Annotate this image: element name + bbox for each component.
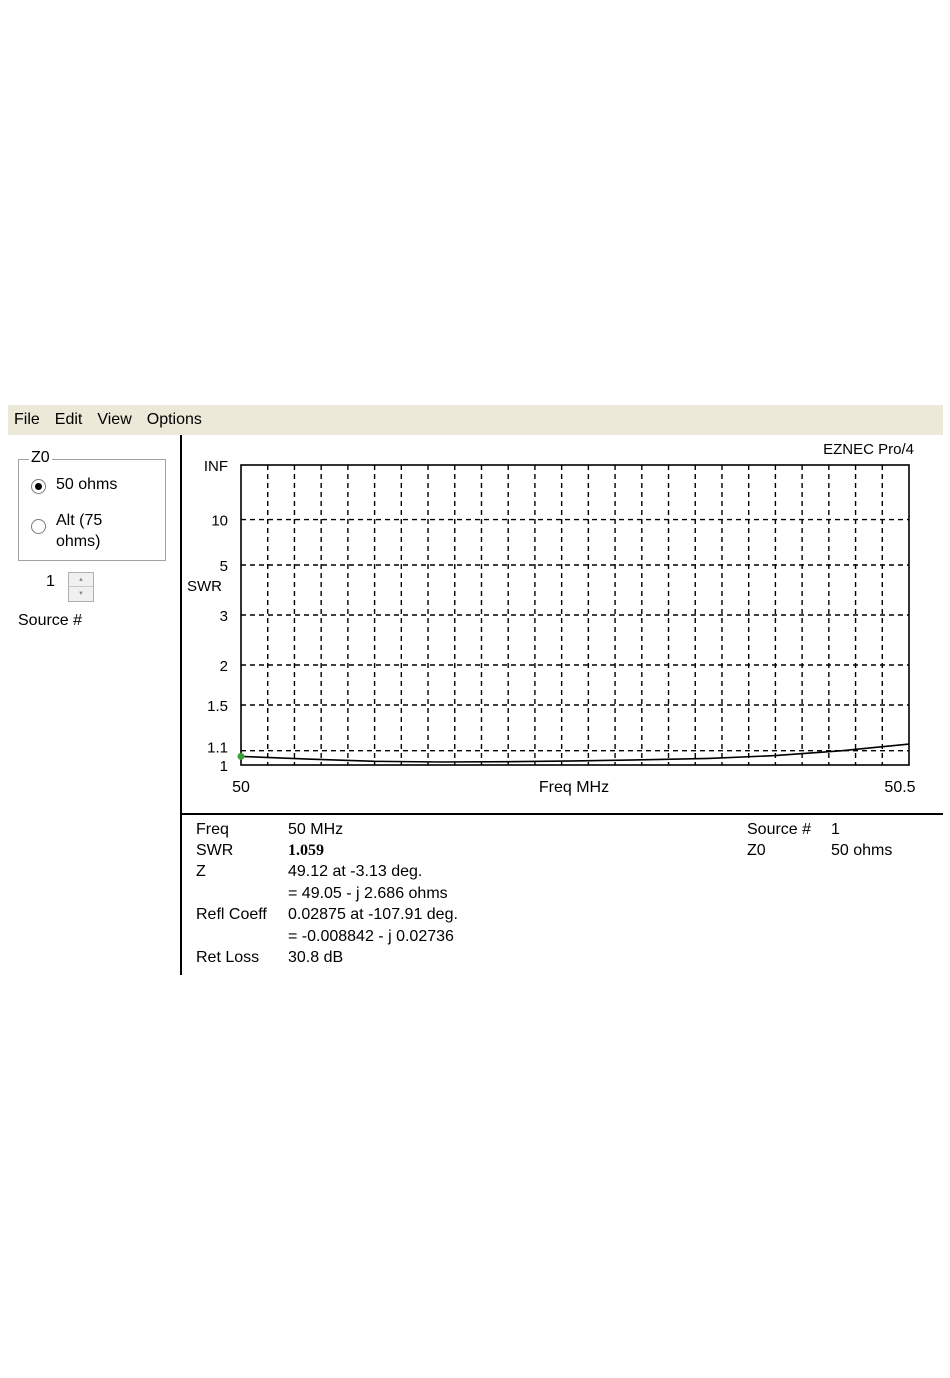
left-panel (8, 435, 180, 975)
info-panel (182, 815, 943, 975)
radio-50-ohms-label: 50 ohms (56, 476, 118, 493)
swr-chart (182, 435, 943, 813)
info-freq-label: Freq (196, 821, 229, 838)
source-spinner[interactable] (68, 572, 94, 602)
y-tick-label: 2 (219, 658, 228, 675)
radio-alt[interactable] (31, 519, 46, 534)
y-tick-label: INF (203, 458, 228, 475)
info-source-value: 1 (831, 821, 840, 838)
radio-alt-label-line2: ohms) (56, 533, 101, 550)
info-retloss-value: 30.8 dB (288, 949, 344, 966)
x-tick-label: 50 (232, 779, 250, 796)
chart-watermark: EZNEC Pro/4 (823, 441, 914, 458)
swr-series-line (241, 744, 909, 762)
info-z0-label: Z0 (747, 842, 766, 859)
menu-options[interactable]: Options (146, 411, 202, 428)
y-axis-label: SWR (187, 578, 222, 595)
y-tick-label: 1.1 (207, 739, 228, 757)
swr-plot-panel (182, 435, 943, 813)
menu-edit[interactable]: Edit (54, 411, 83, 428)
radio-alt-label-line1: Alt (75 (56, 512, 103, 529)
info-refl-value-rect: = -0.008842 - j 0.02736 (288, 928, 454, 945)
y-tick-label: 5 (219, 558, 228, 575)
info-z-value-polar: 49.12 at -3.13 deg. (288, 863, 423, 880)
swr-window (8, 405, 943, 975)
z0-alt-option[interactable] (31, 510, 102, 552)
info-swr-label: SWR (196, 842, 234, 859)
menu-view[interactable]: View (97, 411, 132, 428)
menu-bar (8, 405, 943, 435)
x-tick-label: 50.5 (884, 779, 916, 796)
info-refl-value-polar: 0.02875 at -107.91 deg. (288, 906, 458, 923)
z0-groupbox (18, 449, 166, 561)
info-retloss-label: Ret Loss (196, 949, 260, 966)
source-number: 1 (46, 573, 55, 590)
info-source-label: Source # (747, 821, 812, 838)
y-tick-label: 1.5 (207, 698, 228, 715)
spinner-up-arrow-icon[interactable]: ▲ (69, 573, 93, 587)
swr-marker-point (238, 753, 245, 760)
info-z-value-rect: = 49.05 - j 2.686 ohms (288, 885, 448, 902)
menu-file[interactable]: File (14, 411, 40, 428)
info-z-label: Z (196, 863, 206, 880)
info-freq-value: 50 MHz (288, 821, 344, 838)
z0-group-title: Z0 (31, 449, 50, 466)
x-axis-label: Freq MHz (538, 779, 610, 796)
z0-50-ohms-option[interactable] (31, 476, 117, 494)
info-refl-label: Refl Coeff (196, 906, 267, 923)
y-tick-label: 10 (211, 512, 228, 530)
radio-50-ohms[interactable] (31, 479, 46, 494)
info-z0-value: 50 ohms (831, 842, 893, 859)
source-label: Source # (18, 612, 83, 629)
y-tick-label: 1 (219, 758, 228, 775)
info-swr-value: 1.059 (288, 842, 324, 859)
y-tick-label: 3 (219, 608, 228, 625)
spinner-down-arrow-icon[interactable]: ▼ (78, 590, 84, 597)
